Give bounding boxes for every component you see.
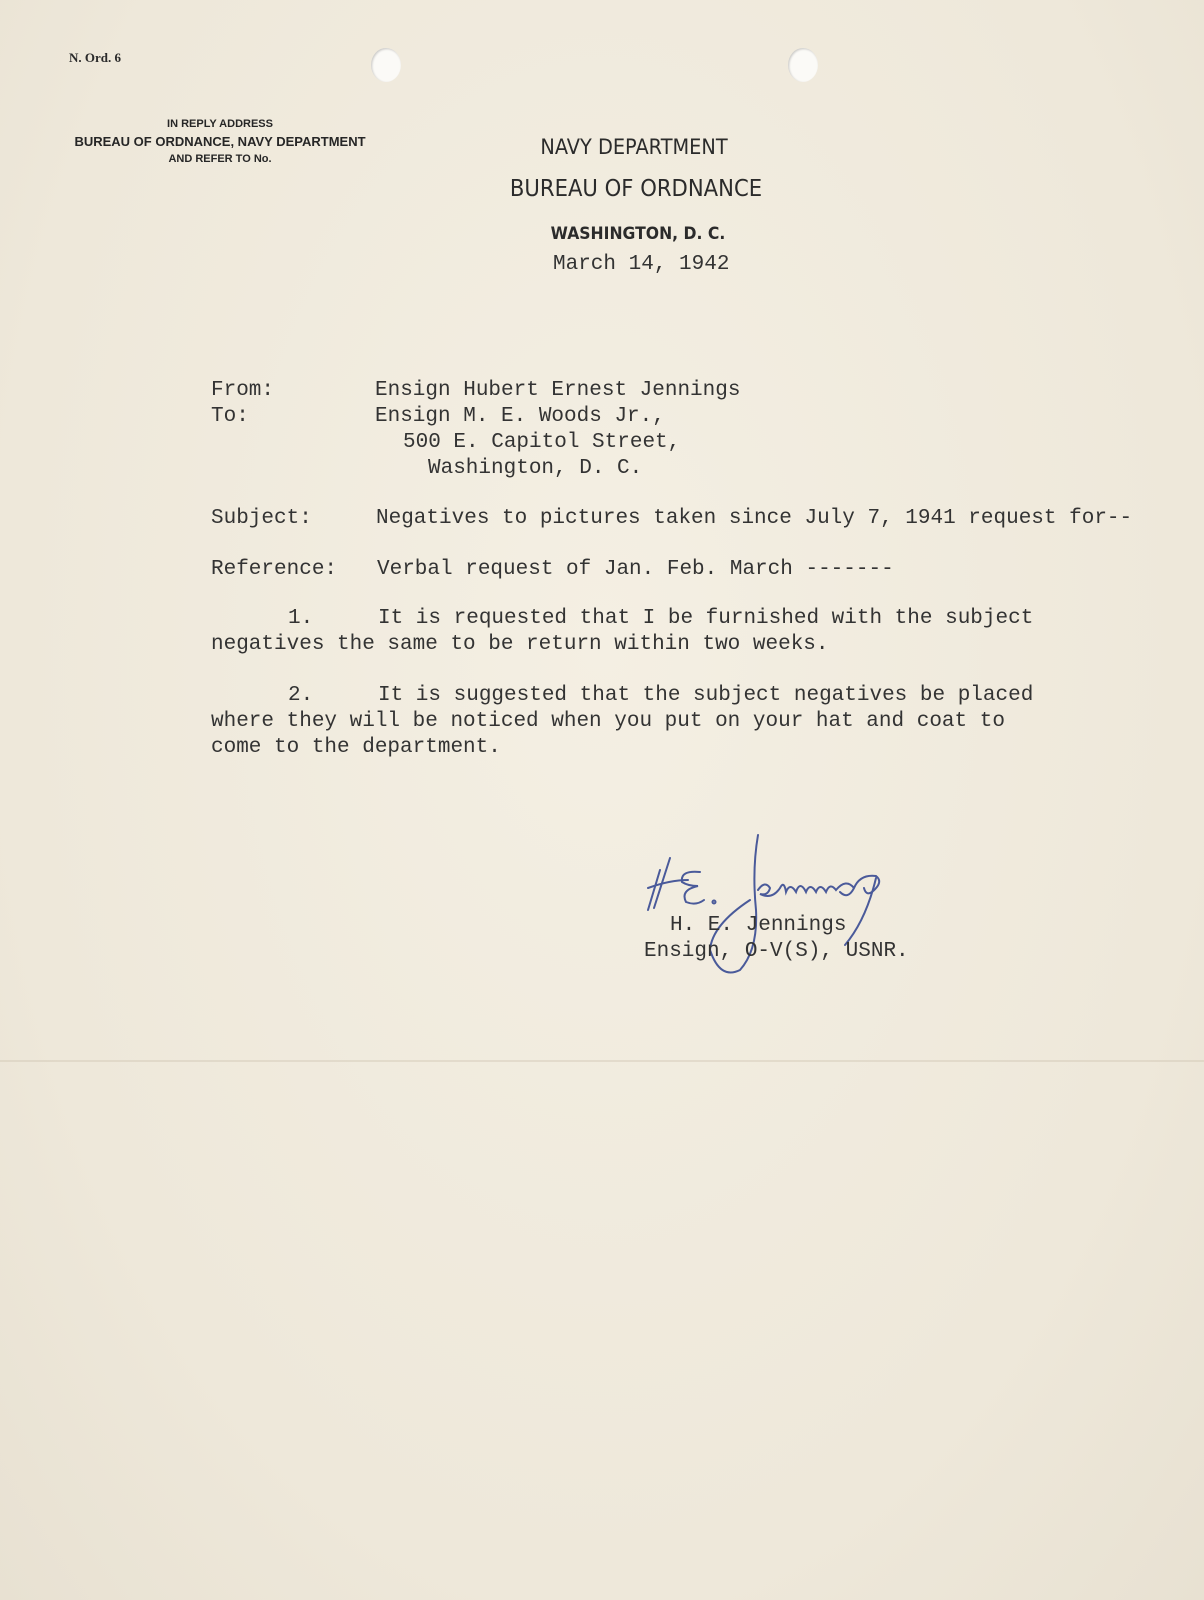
punch-hole [371, 48, 401, 82]
subject-label: Subject: [211, 507, 312, 530]
punch-hole [788, 48, 818, 82]
reply-line-2: BUREAU OF ORDNANCE, NAVY DEPARTMENT [74, 134, 366, 149]
to-line: 500 E. Capitol Street, [403, 431, 681, 454]
reference-value: Verbal request of Jan. Feb. March ------- [377, 558, 894, 581]
paragraph-line: negatives the same to be return within two weeks. [211, 633, 829, 656]
fold-line [0, 1060, 1204, 1062]
paragraph-number: 2. [288, 684, 314, 707]
form-number: N. Ord. 6 [69, 50, 121, 65]
paragraph-line: It is suggested that the subject negatives be placed [378, 684, 1034, 707]
from-value: Ensign Hubert Ernest Jennings [375, 379, 741, 402]
letterhead-city: WASHINGTON, D. C. [550, 224, 726, 244]
paragraph-number: 1. [288, 607, 314, 630]
signatory-name: H. E. Jennings [670, 914, 847, 937]
to-line: Washington, D. C. [428, 457, 643, 480]
to-line: Ensign M. E. Woods Jr., [375, 405, 665, 428]
subject-value: Negatives to pictures taken since July 7, 1941 request for-- [376, 507, 1133, 530]
paragraph-line: It is requested that I be furnished with the subject [378, 607, 1034, 630]
to-label: To: [211, 405, 249, 428]
paragraph-line: where they will be noticed when you put on your hat and coat to [211, 710, 1005, 733]
letter-date: March 14, 1942 [553, 253, 730, 276]
letterhead-bureau: BUREAU OF ORDNANCE [509, 176, 763, 202]
from-label: From: [211, 379, 275, 402]
paragraph-line: come to the department. [211, 736, 501, 759]
reply-line-3: AND REFER TO No. [168, 153, 272, 165]
letterhead-dept: NAVY DEPARTMENT [540, 135, 728, 159]
signatory-title: Ensign, O-V(S), USNR. [644, 940, 909, 963]
reference-label: Reference: [211, 558, 338, 581]
handwritten-signature [640, 830, 950, 990]
reply-line-1: IN REPLY ADDRESS [167, 118, 273, 130]
